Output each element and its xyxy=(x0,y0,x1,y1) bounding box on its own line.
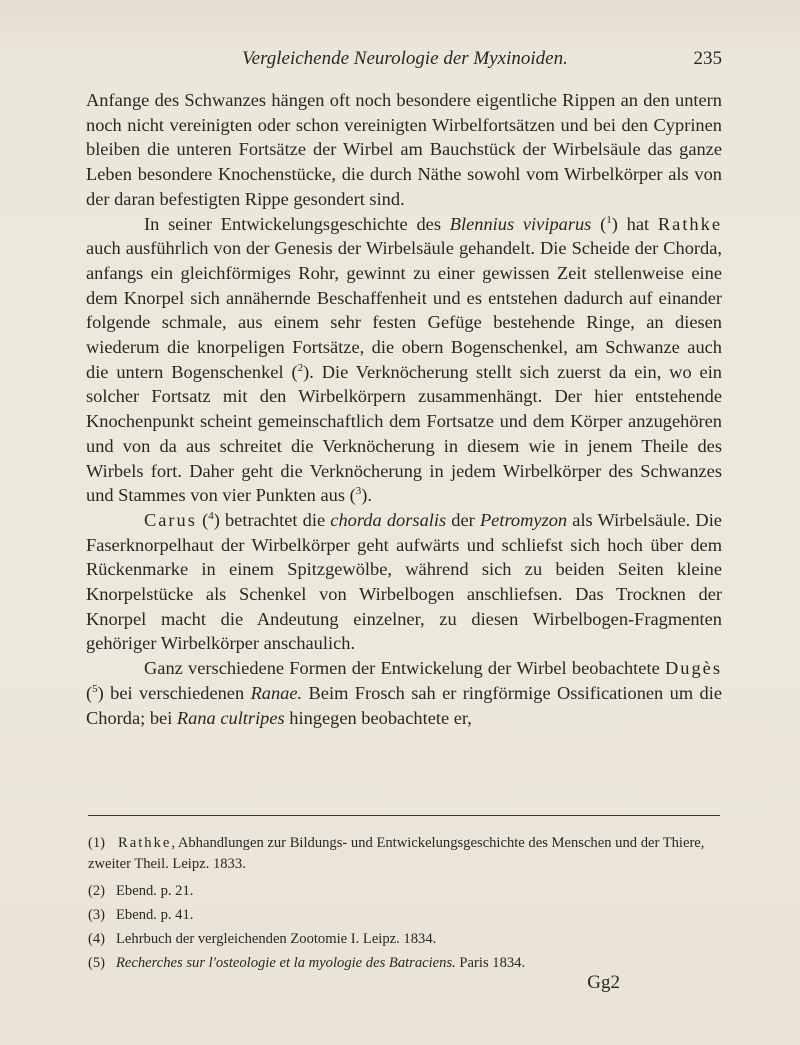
author-name: Rathke xyxy=(118,835,172,851)
species-name: Blennius viviparus xyxy=(449,213,592,234)
footnote-mark: (3) xyxy=(88,907,106,923)
text-run: ) betrachtet die xyxy=(213,509,331,530)
footnote-ref: 3 xyxy=(355,485,362,498)
footnote-ref: 2 xyxy=(297,361,304,374)
signature-mark: Gg2 xyxy=(587,972,620,993)
text-run: In seiner Entwickelungsgeschichte des xyxy=(144,213,450,234)
text-run: ( xyxy=(591,213,607,234)
footnotes xyxy=(88,833,720,977)
footnote-5 xyxy=(88,953,720,974)
footnote-3 xyxy=(88,905,720,926)
body-text xyxy=(86,88,722,730)
footnote-text: Paris 1834. xyxy=(455,955,526,971)
footnote-text: Lehrbuch der vergleichenden Zootomie I. Leipz. 1834. xyxy=(116,931,437,947)
running-head xyxy=(88,48,722,70)
text-run: der xyxy=(446,509,480,530)
book-title: Recherches sur l'osteologie et la myologie des Batraciens. xyxy=(116,955,456,971)
author-name: Dugès xyxy=(665,658,722,679)
page-number: 235 xyxy=(693,48,722,69)
footnote-ref: 5 xyxy=(92,682,98,695)
paragraph-4 xyxy=(86,656,722,730)
author-name: Rathke xyxy=(657,213,722,234)
species-name: Rana cultripes xyxy=(176,707,285,728)
genus-name: Petromyzon xyxy=(479,509,568,530)
footnote-divider xyxy=(88,815,720,816)
footnote-1 xyxy=(88,833,720,875)
paragraph-2 xyxy=(86,212,722,508)
text-run: ) bei verschiedenen xyxy=(97,682,251,703)
paragraph-1: Anfange des Schwanzes hängen oft noch besondere eigentliche Rippen an den untern noch nicht vereinigten oder schon vereinigten Wirbelfortsätzen und bei den Cyprinen bleiben die unteren Fortsätze der Wirbel am Bauchstück der Wirbelsäule das ganze Leben besondere Knochenstücke, die durch Näthe sowohl vom Wirbelkörper als von der daran befestigten Rippe gesondert sind. xyxy=(86,90,722,209)
footnote-ref: 4 xyxy=(208,509,214,522)
footnote-ref: 1 xyxy=(606,213,612,226)
text-run: als Wirbelsäule. Die Faserknorpelhaut der Wirbelkörper geht aufwärts und schliefst sich hoch über dem Rückenmarke in einem Spitzgewölbe, während sich zu beiden Seiten kleine Knorpelstücke als Schenkel von Wirbelbogen anschliefsen. Das Trocknen der Knorpel macht die Andeutung einzelner, zu diesen Wirbelbogen-Fragmenten gehöriger Wirbelkörper anschaulich. xyxy=(86,509,722,654)
text-run: hingegen beobachtete er, xyxy=(284,707,472,728)
genus-name: Ranae. xyxy=(250,682,303,703)
paragraph-3 xyxy=(86,508,722,656)
text-run: ). xyxy=(361,485,372,506)
term-italic: chorda dorsalis xyxy=(330,509,447,530)
author-name: Carus xyxy=(144,509,197,530)
text-run: Ganz verschiedene Formen der Entwickelung der Wirbel beobachtete xyxy=(144,658,665,679)
footnote-text: , Abhandlungen zur Bildungs- und Entwickelungsgeschichte des Menschen und der Thiere, zweiter Theil. Leipz. 1833. xyxy=(88,835,705,872)
footnote-text: Ebend. p. 21. xyxy=(116,883,194,899)
running-title: Vergleichende Neurologie der Myxinoiden. xyxy=(242,48,568,69)
text-run: ( xyxy=(196,509,209,530)
text-run: ). Die Verknöcherung stellt sich zuerst da ein, wo ein solcher Fortsatz mit den Wirbelkörpern zusammenhängt. Der hier entstehende Knochenpunkt scheint gemeinschaftlich dem Fortsatze und dem Körper anzugehören und von da aus schreitet die Verknöcherung in diesem wie in jenem Theile des Wirbels fort. Daher geht die Verknöcherung in jedem Wirbelkörper des Schwanzes und Stammes von vier Punkten aus ( xyxy=(86,361,722,506)
footnote-text: Ebend. p. 41. xyxy=(116,907,194,923)
text-run: Beim Frosch sah er ringförmige Ossificationen um die Chorda; bei xyxy=(86,682,722,728)
text-run: ( xyxy=(86,682,93,703)
footnote-mark: (1) xyxy=(88,835,106,851)
footnote-2 xyxy=(88,881,720,902)
text-run: auch ausführlich von der Genesis der Wirbelsäule gehandelt. Die Scheide der Chorda, anfangs ein gleichförmiges Rohr, gewinnt zu einer gewissen Zeit stellenweise eine dem Knorpel sich annähernde Beschaffenheit und es entstehen dadurch auf einander folgende schmale, aus einem sehr festen Gefüge bestehende Ringe, an diesen wiederum die knorpeligen Fortsätze, die obern Bogenschenkel, am Schwanze auch die untern Bogenschenkel ( xyxy=(86,238,722,382)
footnote-mark: (5) xyxy=(88,955,106,971)
footnote-mark: (4) xyxy=(88,931,106,947)
footnote-4 xyxy=(88,929,720,950)
text-run: ) hat xyxy=(611,213,658,234)
footnote-mark: (2) xyxy=(88,883,106,899)
